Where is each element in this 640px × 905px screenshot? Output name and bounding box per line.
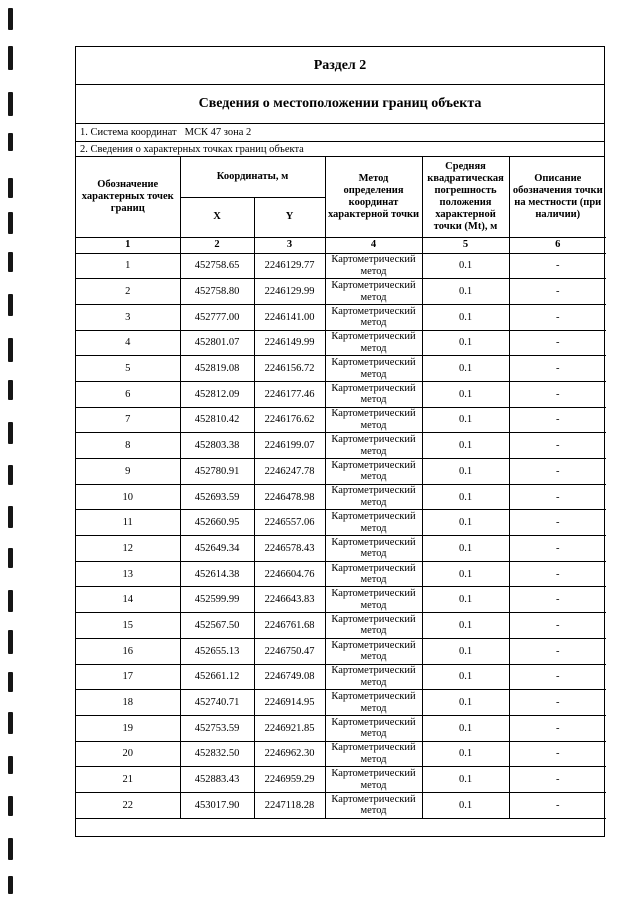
column-number: 2 bbox=[180, 237, 254, 253]
description-cell: - bbox=[509, 715, 606, 741]
mt-error-cell: 0.1 bbox=[422, 561, 509, 587]
mt-error-cell: 0.1 bbox=[422, 407, 509, 433]
point-number-cell: 14 bbox=[76, 587, 180, 613]
y-coordinate-cell: 2246129.99 bbox=[254, 279, 325, 305]
mt-error-cell: 0.1 bbox=[422, 330, 509, 356]
y-coordinate-cell: 2247118.28 bbox=[254, 792, 325, 818]
x-coordinate-cell: 452758.65 bbox=[180, 253, 254, 279]
description-cell: - bbox=[509, 407, 606, 433]
binder-mark bbox=[8, 838, 13, 860]
table-row bbox=[76, 253, 606, 279]
binder-mark bbox=[8, 133, 13, 151]
point-number-cell: 20 bbox=[76, 741, 180, 767]
table-row bbox=[76, 690, 606, 716]
binder-mark bbox=[8, 92, 13, 116]
y-coordinate-cell: 2246156.72 bbox=[254, 356, 325, 382]
description-cell: - bbox=[509, 638, 606, 664]
method-cell: Картометрический метод bbox=[325, 459, 422, 485]
description-cell: - bbox=[509, 484, 606, 510]
description-cell: - bbox=[509, 664, 606, 690]
x-coordinate-cell: 452810.42 bbox=[180, 407, 254, 433]
point-number-cell: 19 bbox=[76, 715, 180, 741]
mt-error-cell: 0.1 bbox=[422, 510, 509, 536]
point-number-cell: 15 bbox=[76, 613, 180, 639]
point-number-cell: 7 bbox=[76, 407, 180, 433]
point-number-cell: 2 bbox=[76, 279, 180, 305]
header-x: X bbox=[180, 197, 254, 237]
method-cell: Картометрический метод bbox=[325, 279, 422, 305]
method-cell: Картометрический метод bbox=[325, 792, 422, 818]
binder-mark bbox=[8, 8, 13, 30]
point-number-cell: 8 bbox=[76, 433, 180, 459]
mt-error-cell: 0.1 bbox=[422, 279, 509, 305]
y-coordinate-cell: 2246761.68 bbox=[254, 613, 325, 639]
point-number-cell: 5 bbox=[76, 356, 180, 382]
description-cell: - bbox=[509, 330, 606, 356]
description-cell: - bbox=[509, 304, 606, 330]
y-coordinate-cell: 2246643.83 bbox=[254, 587, 325, 613]
method-cell: Картометрический метод bbox=[325, 741, 422, 767]
point-number-cell: 10 bbox=[76, 484, 180, 510]
method-cell: Картометрический метод bbox=[325, 767, 422, 793]
table-row bbox=[76, 536, 606, 562]
mt-error-cell: 0.1 bbox=[422, 459, 509, 485]
header-description: Описание обозначения точки на местности (при наличии) bbox=[509, 157, 606, 237]
description-cell: - bbox=[509, 433, 606, 459]
y-coordinate-cell: 2246921.85 bbox=[254, 715, 325, 741]
header-error: Средняя квадратическая погрешность положения характерной точки (Mt), м bbox=[422, 157, 509, 237]
method-cell: Картометрический метод bbox=[325, 587, 422, 613]
mt-error-cell: 0.1 bbox=[422, 613, 509, 639]
binder-mark bbox=[8, 672, 13, 692]
description-cell: - bbox=[509, 767, 606, 793]
description-cell: - bbox=[509, 279, 606, 305]
binder-mark bbox=[8, 338, 13, 362]
y-coordinate-cell: 2246750.47 bbox=[254, 638, 325, 664]
point-number-cell: 21 bbox=[76, 767, 180, 793]
y-coordinate-cell: 2246478.98 bbox=[254, 484, 325, 510]
point-number-cell: 6 bbox=[76, 381, 180, 407]
mt-error-cell: 0.1 bbox=[422, 792, 509, 818]
boundary-points-table bbox=[76, 157, 606, 819]
method-cell: Картометрический метод bbox=[325, 330, 422, 356]
x-coordinate-cell: 452812.09 bbox=[180, 381, 254, 407]
header-point: Обозначение характерных точек границ bbox=[76, 157, 180, 237]
mt-error-cell: 0.1 bbox=[422, 690, 509, 716]
binder-mark bbox=[8, 46, 13, 70]
description-cell: - bbox=[509, 741, 606, 767]
table-row bbox=[76, 561, 606, 587]
y-coordinate-cell: 2246177.46 bbox=[254, 381, 325, 407]
point-number-cell: 12 bbox=[76, 536, 180, 562]
table-row bbox=[76, 381, 606, 407]
x-coordinate-cell: 452758.80 bbox=[180, 279, 254, 305]
y-coordinate-cell: 2246604.76 bbox=[254, 561, 325, 587]
point-number-cell: 18 bbox=[76, 690, 180, 716]
method-cell: Картометрический метод bbox=[325, 510, 422, 536]
section-subtitle: Сведения о местоположении границ объекта bbox=[76, 85, 604, 124]
table-row bbox=[76, 304, 606, 330]
method-cell: Картометрический метод bbox=[325, 381, 422, 407]
method-cell: Картометрический метод bbox=[325, 433, 422, 459]
point-number-cell: 11 bbox=[76, 510, 180, 536]
column-number: 5 bbox=[422, 237, 509, 253]
binder-mark bbox=[8, 178, 13, 198]
table-row bbox=[76, 407, 606, 433]
point-number-cell: 1 bbox=[76, 253, 180, 279]
method-cell: Картометрический метод bbox=[325, 253, 422, 279]
binder-mark bbox=[8, 212, 13, 234]
x-coordinate-cell: 452661.12 bbox=[180, 664, 254, 690]
table-row bbox=[76, 459, 606, 485]
x-coordinate-cell: 452655.13 bbox=[180, 638, 254, 664]
x-coordinate-cell: 452649.34 bbox=[180, 536, 254, 562]
y-coordinate-cell: 2246141.00 bbox=[254, 304, 325, 330]
section-title: Раздел 2 bbox=[76, 47, 604, 85]
binder-mark bbox=[8, 876, 13, 894]
point-number-cell: 22 bbox=[76, 792, 180, 818]
table-row bbox=[76, 330, 606, 356]
mt-error-cell: 0.1 bbox=[422, 356, 509, 382]
description-cell: - bbox=[509, 690, 606, 716]
point-number-cell: 4 bbox=[76, 330, 180, 356]
table-row bbox=[76, 587, 606, 613]
table-row bbox=[76, 279, 606, 305]
description-cell: - bbox=[509, 459, 606, 485]
mt-error-cell: 0.1 bbox=[422, 715, 509, 741]
x-coordinate-cell: 452777.00 bbox=[180, 304, 254, 330]
mt-error-cell: 0.1 bbox=[422, 253, 509, 279]
method-cell: Картометрический метод bbox=[325, 561, 422, 587]
binder-mark bbox=[8, 422, 13, 444]
table-row bbox=[76, 767, 606, 793]
y-coordinate-cell: 2246914.95 bbox=[254, 690, 325, 716]
binder-mark bbox=[8, 796, 13, 816]
point-number-cell: 17 bbox=[76, 664, 180, 690]
document-sheet bbox=[75, 46, 605, 837]
point-number-cell: 16 bbox=[76, 638, 180, 664]
mt-error-cell: 0.1 bbox=[422, 741, 509, 767]
x-coordinate-cell: 452660.95 bbox=[180, 510, 254, 536]
description-cell: - bbox=[509, 536, 606, 562]
binder-mark bbox=[8, 506, 13, 528]
table-row bbox=[76, 664, 606, 690]
binder-mark bbox=[8, 630, 13, 654]
x-coordinate-cell: 452801.07 bbox=[180, 330, 254, 356]
header-y: Y bbox=[254, 197, 325, 237]
coordinate-system-value: МСК 47 зона 2 bbox=[184, 127, 252, 138]
table-row bbox=[76, 638, 606, 664]
column-number: 4 bbox=[325, 237, 422, 253]
method-cell: Картометрический метод bbox=[325, 407, 422, 433]
binder-mark bbox=[8, 465, 13, 485]
method-cell: Картометрический метод bbox=[325, 613, 422, 639]
x-coordinate-cell: 452614.38 bbox=[180, 561, 254, 587]
binder-mark bbox=[8, 380, 13, 400]
column-number: 3 bbox=[254, 237, 325, 253]
binder-mark bbox=[8, 756, 13, 774]
description-cell: - bbox=[509, 792, 606, 818]
y-coordinate-cell: 2246959.29 bbox=[254, 767, 325, 793]
binder-marks bbox=[0, 0, 30, 905]
characteristic-points-title: 2. Сведения о характерных точках границ объекта bbox=[76, 142, 604, 157]
method-cell: Картометрический метод bbox=[325, 638, 422, 664]
description-cell: - bbox=[509, 510, 606, 536]
binder-mark bbox=[8, 252, 13, 272]
x-coordinate-cell: 452693.59 bbox=[180, 484, 254, 510]
table-row bbox=[76, 510, 606, 536]
mt-error-cell: 0.1 bbox=[422, 664, 509, 690]
point-number-cell: 13 bbox=[76, 561, 180, 587]
mt-error-cell: 0.1 bbox=[422, 304, 509, 330]
point-number-cell: 3 bbox=[76, 304, 180, 330]
y-coordinate-cell: 2246557.06 bbox=[254, 510, 325, 536]
binder-mark bbox=[8, 548, 13, 568]
method-cell: Картометрический метод bbox=[325, 536, 422, 562]
header-coordinates: Координаты, м bbox=[180, 157, 325, 197]
table-row bbox=[76, 715, 606, 741]
method-cell: Картометрический метод bbox=[325, 356, 422, 382]
x-coordinate-cell: 453017.90 bbox=[180, 792, 254, 818]
mt-error-cell: 0.1 bbox=[422, 433, 509, 459]
mt-error-cell: 0.1 bbox=[422, 587, 509, 613]
x-coordinate-cell: 452740.71 bbox=[180, 690, 254, 716]
table-row bbox=[76, 356, 606, 382]
table-row bbox=[76, 484, 606, 510]
mt-error-cell: 0.1 bbox=[422, 767, 509, 793]
y-coordinate-cell: 2246199.07 bbox=[254, 433, 325, 459]
method-cell: Картометрический метод bbox=[325, 304, 422, 330]
mt-error-cell: 0.1 bbox=[422, 484, 509, 510]
y-coordinate-cell: 2246149.99 bbox=[254, 330, 325, 356]
description-cell: - bbox=[509, 587, 606, 613]
table-row bbox=[76, 792, 606, 818]
y-coordinate-cell: 2246578.43 bbox=[254, 536, 325, 562]
x-coordinate-cell: 452883.43 bbox=[180, 767, 254, 793]
y-coordinate-cell: 2246962.30 bbox=[254, 741, 325, 767]
y-coordinate-cell: 2246247.78 bbox=[254, 459, 325, 485]
header-method: Метод определения координат характерной точки bbox=[325, 157, 422, 237]
x-coordinate-cell: 452753.59 bbox=[180, 715, 254, 741]
y-coordinate-cell: 2246129.77 bbox=[254, 253, 325, 279]
method-cell: Картометрический метод bbox=[325, 664, 422, 690]
mt-error-cell: 0.1 bbox=[422, 536, 509, 562]
table-row bbox=[76, 613, 606, 639]
x-coordinate-cell: 452803.38 bbox=[180, 433, 254, 459]
y-coordinate-cell: 2246749.08 bbox=[254, 664, 325, 690]
method-cell: Картометрический метод bbox=[325, 690, 422, 716]
binder-mark bbox=[8, 590, 13, 612]
x-coordinate-cell: 452819.08 bbox=[180, 356, 254, 382]
x-coordinate-cell: 452567.50 bbox=[180, 613, 254, 639]
x-coordinate-cell: 452832.50 bbox=[180, 741, 254, 767]
description-cell: - bbox=[509, 253, 606, 279]
mt-error-cell: 0.1 bbox=[422, 381, 509, 407]
description-cell: - bbox=[509, 561, 606, 587]
description-cell: - bbox=[509, 613, 606, 639]
x-coordinate-cell: 452780.91 bbox=[180, 459, 254, 485]
column-number: 6 bbox=[509, 237, 606, 253]
binder-mark bbox=[8, 712, 13, 734]
x-coordinate-cell: 452599.99 bbox=[180, 587, 254, 613]
description-cell: - bbox=[509, 381, 606, 407]
binder-mark bbox=[8, 294, 13, 316]
empty-row bbox=[76, 817, 604, 836]
table-row bbox=[76, 433, 606, 459]
method-cell: Картометрический метод bbox=[325, 715, 422, 741]
coordinate-system-row bbox=[76, 124, 604, 142]
table-row bbox=[76, 741, 606, 767]
coordinate-system-label: 1. Система координат bbox=[80, 127, 177, 138]
description-cell: - bbox=[509, 356, 606, 382]
column-number: 1 bbox=[76, 237, 180, 253]
y-coordinate-cell: 2246176.62 bbox=[254, 407, 325, 433]
point-number-cell: 9 bbox=[76, 459, 180, 485]
method-cell: Картометрический метод bbox=[325, 484, 422, 510]
mt-error-cell: 0.1 bbox=[422, 638, 509, 664]
